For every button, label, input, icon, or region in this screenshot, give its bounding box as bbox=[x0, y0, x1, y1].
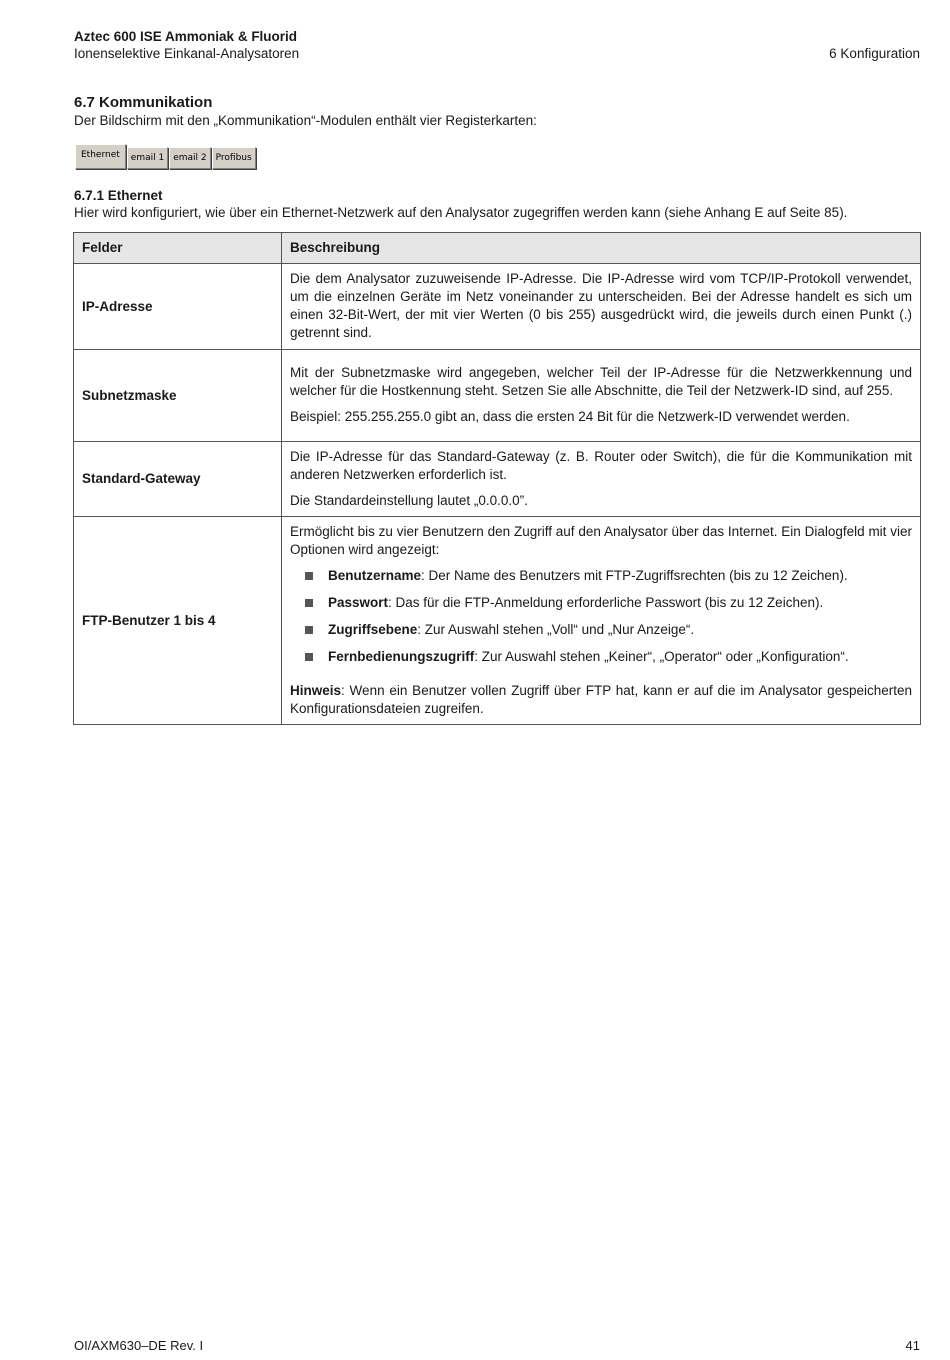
note-term: Hinweis bbox=[290, 682, 342, 698]
table-row bbox=[74, 442, 921, 517]
description-paragraph: Beispiel: 255.255.255.0 gibt an, dass die ersten 24 Bit für die Netzwerk-ID verwendet werden. bbox=[290, 409, 850, 424]
option-term: Passwort bbox=[328, 594, 389, 610]
page-number: 41 bbox=[905, 1338, 920, 1353]
square-bullet-icon bbox=[305, 653, 313, 661]
tab-email-1[interactable]: email 1 bbox=[127, 147, 168, 169]
table-row bbox=[74, 517, 921, 725]
subsection-heading: 6.7.1 Ethernet bbox=[74, 188, 163, 203]
description-paragraph: Ermöglicht bis zu vier Benutzern den Zugriff auf den Analysator über das Internet. Ein Dialogfeld mit vier Optionen wird angezeigt: bbox=[290, 523, 912, 557]
tab-ethernet[interactable]: Ethernet bbox=[75, 144, 126, 169]
list-item bbox=[302, 594, 912, 612]
field-description bbox=[282, 350, 921, 442]
list-item bbox=[302, 567, 912, 585]
description-paragraph: Mit der Subnetzmaske wird angegeben, welcher Teil der IP-Adresse für die Netzwerkkennung und welcher für die Hostkennung steht. Setzen Sie alle Abschnitte, die Teil der Netzwerk-ID sind, auf 255. bbox=[290, 365, 912, 398]
tab-email-2[interactable]: email 2 bbox=[169, 147, 210, 169]
ftp-options-list bbox=[290, 567, 912, 666]
field-name: IP-Adresse bbox=[74, 264, 282, 350]
table-row bbox=[74, 264, 921, 350]
square-bullet-icon bbox=[305, 572, 313, 580]
option-text: : Zur Auswahl stehen „Keiner“, „Operator“ oder „Konfiguration“. bbox=[474, 648, 849, 664]
column-header-description: Beschreibung bbox=[282, 233, 921, 264]
square-bullet-icon bbox=[305, 599, 313, 607]
ethernet-fields-table bbox=[73, 232, 921, 725]
document-title: Aztec 600 ISE Ammoniak & Fluorid bbox=[74, 29, 298, 44]
option-text: : Zur Auswahl stehen „Voll“ und „Nur Anzeige“. bbox=[417, 621, 695, 637]
description-paragraph: Die IP-Adresse für das Standard-Gateway (z. B. Router oder Switch), die für die Kommunikation mit anderen Netzwerken erforderlich ist. bbox=[290, 448, 912, 482]
field-description bbox=[282, 442, 921, 517]
page-header bbox=[74, 28, 920, 62]
option-term: Benutzername bbox=[328, 567, 422, 583]
field-name: Subnetzmaske bbox=[74, 350, 282, 442]
option-term: Fernbedienungszugriff bbox=[328, 648, 475, 664]
section-heading: 6.7 Kommunikation bbox=[74, 94, 213, 111]
table-header-row bbox=[74, 233, 921, 264]
column-header-fields: Felder bbox=[74, 233, 282, 264]
option-term: Zugriffsebene bbox=[328, 621, 418, 637]
footer-document-id: OI/AXM630–DE Rev. I bbox=[74, 1338, 204, 1353]
chapter-label: 6 Konfiguration bbox=[829, 46, 920, 61]
tab-profibus[interactable]: Profibus bbox=[212, 147, 256, 169]
table-row bbox=[74, 350, 921, 442]
note-paragraph bbox=[290, 682, 912, 718]
section-intro: Der Bildschirm mit den „Kommunikation“-Modulen enthält vier Registerkarten: bbox=[74, 113, 537, 128]
subsection-intro: Hier wird konfiguriert, wie über ein Ethernet-Netzwerk auf den Analysator zugegriffen werden kann (siehe Anhang E auf Seite 85). bbox=[74, 205, 848, 220]
document-subtitle: Ionenselektive Einkanal-Analysatoren bbox=[74, 46, 300, 61]
field-name: FTP-Benutzer 1 bis 4 bbox=[74, 517, 282, 725]
square-bullet-icon bbox=[305, 626, 313, 634]
description-paragraph: Die Standardeinstellung lautet „0.0.0.0”. bbox=[290, 492, 528, 508]
communication-tabstrip bbox=[75, 144, 257, 169]
option-text: : Der Name des Benutzers mit FTP-Zugriffsrechten (bis zu 12 Zeichen). bbox=[421, 567, 848, 583]
field-name: Standard-Gateway bbox=[74, 442, 282, 517]
option-text: : Das für die FTP-Anmeldung erforderliche Passwort (bis zu 12 Zeichen). bbox=[388, 594, 824, 610]
field-description bbox=[282, 264, 921, 350]
note-text: : Wenn ein Benutzer vollen Zugriff über FTP hat, kann er auf die im Analysator gespeicherten Konfigurationsdateien zugreifen. bbox=[290, 682, 912, 716]
list-item bbox=[302, 648, 912, 666]
description-paragraph: Die dem Analysator zuzuweisende IP-Adresse. Die IP-Adresse wird vom TCP/IP-Protokoll verwendet, um die einzelnen Geräte im Netz voneinander zu unterscheiden. Bei der Adresse handelt es sich um einen 32-Bit-Wert, der mit vier Werten (0 bis 255) ausgedrückt wird, die jeweils durch einen Punkt (.) getrennt sind. bbox=[290, 271, 912, 340]
list-item bbox=[302, 621, 912, 639]
field-description bbox=[282, 517, 921, 725]
